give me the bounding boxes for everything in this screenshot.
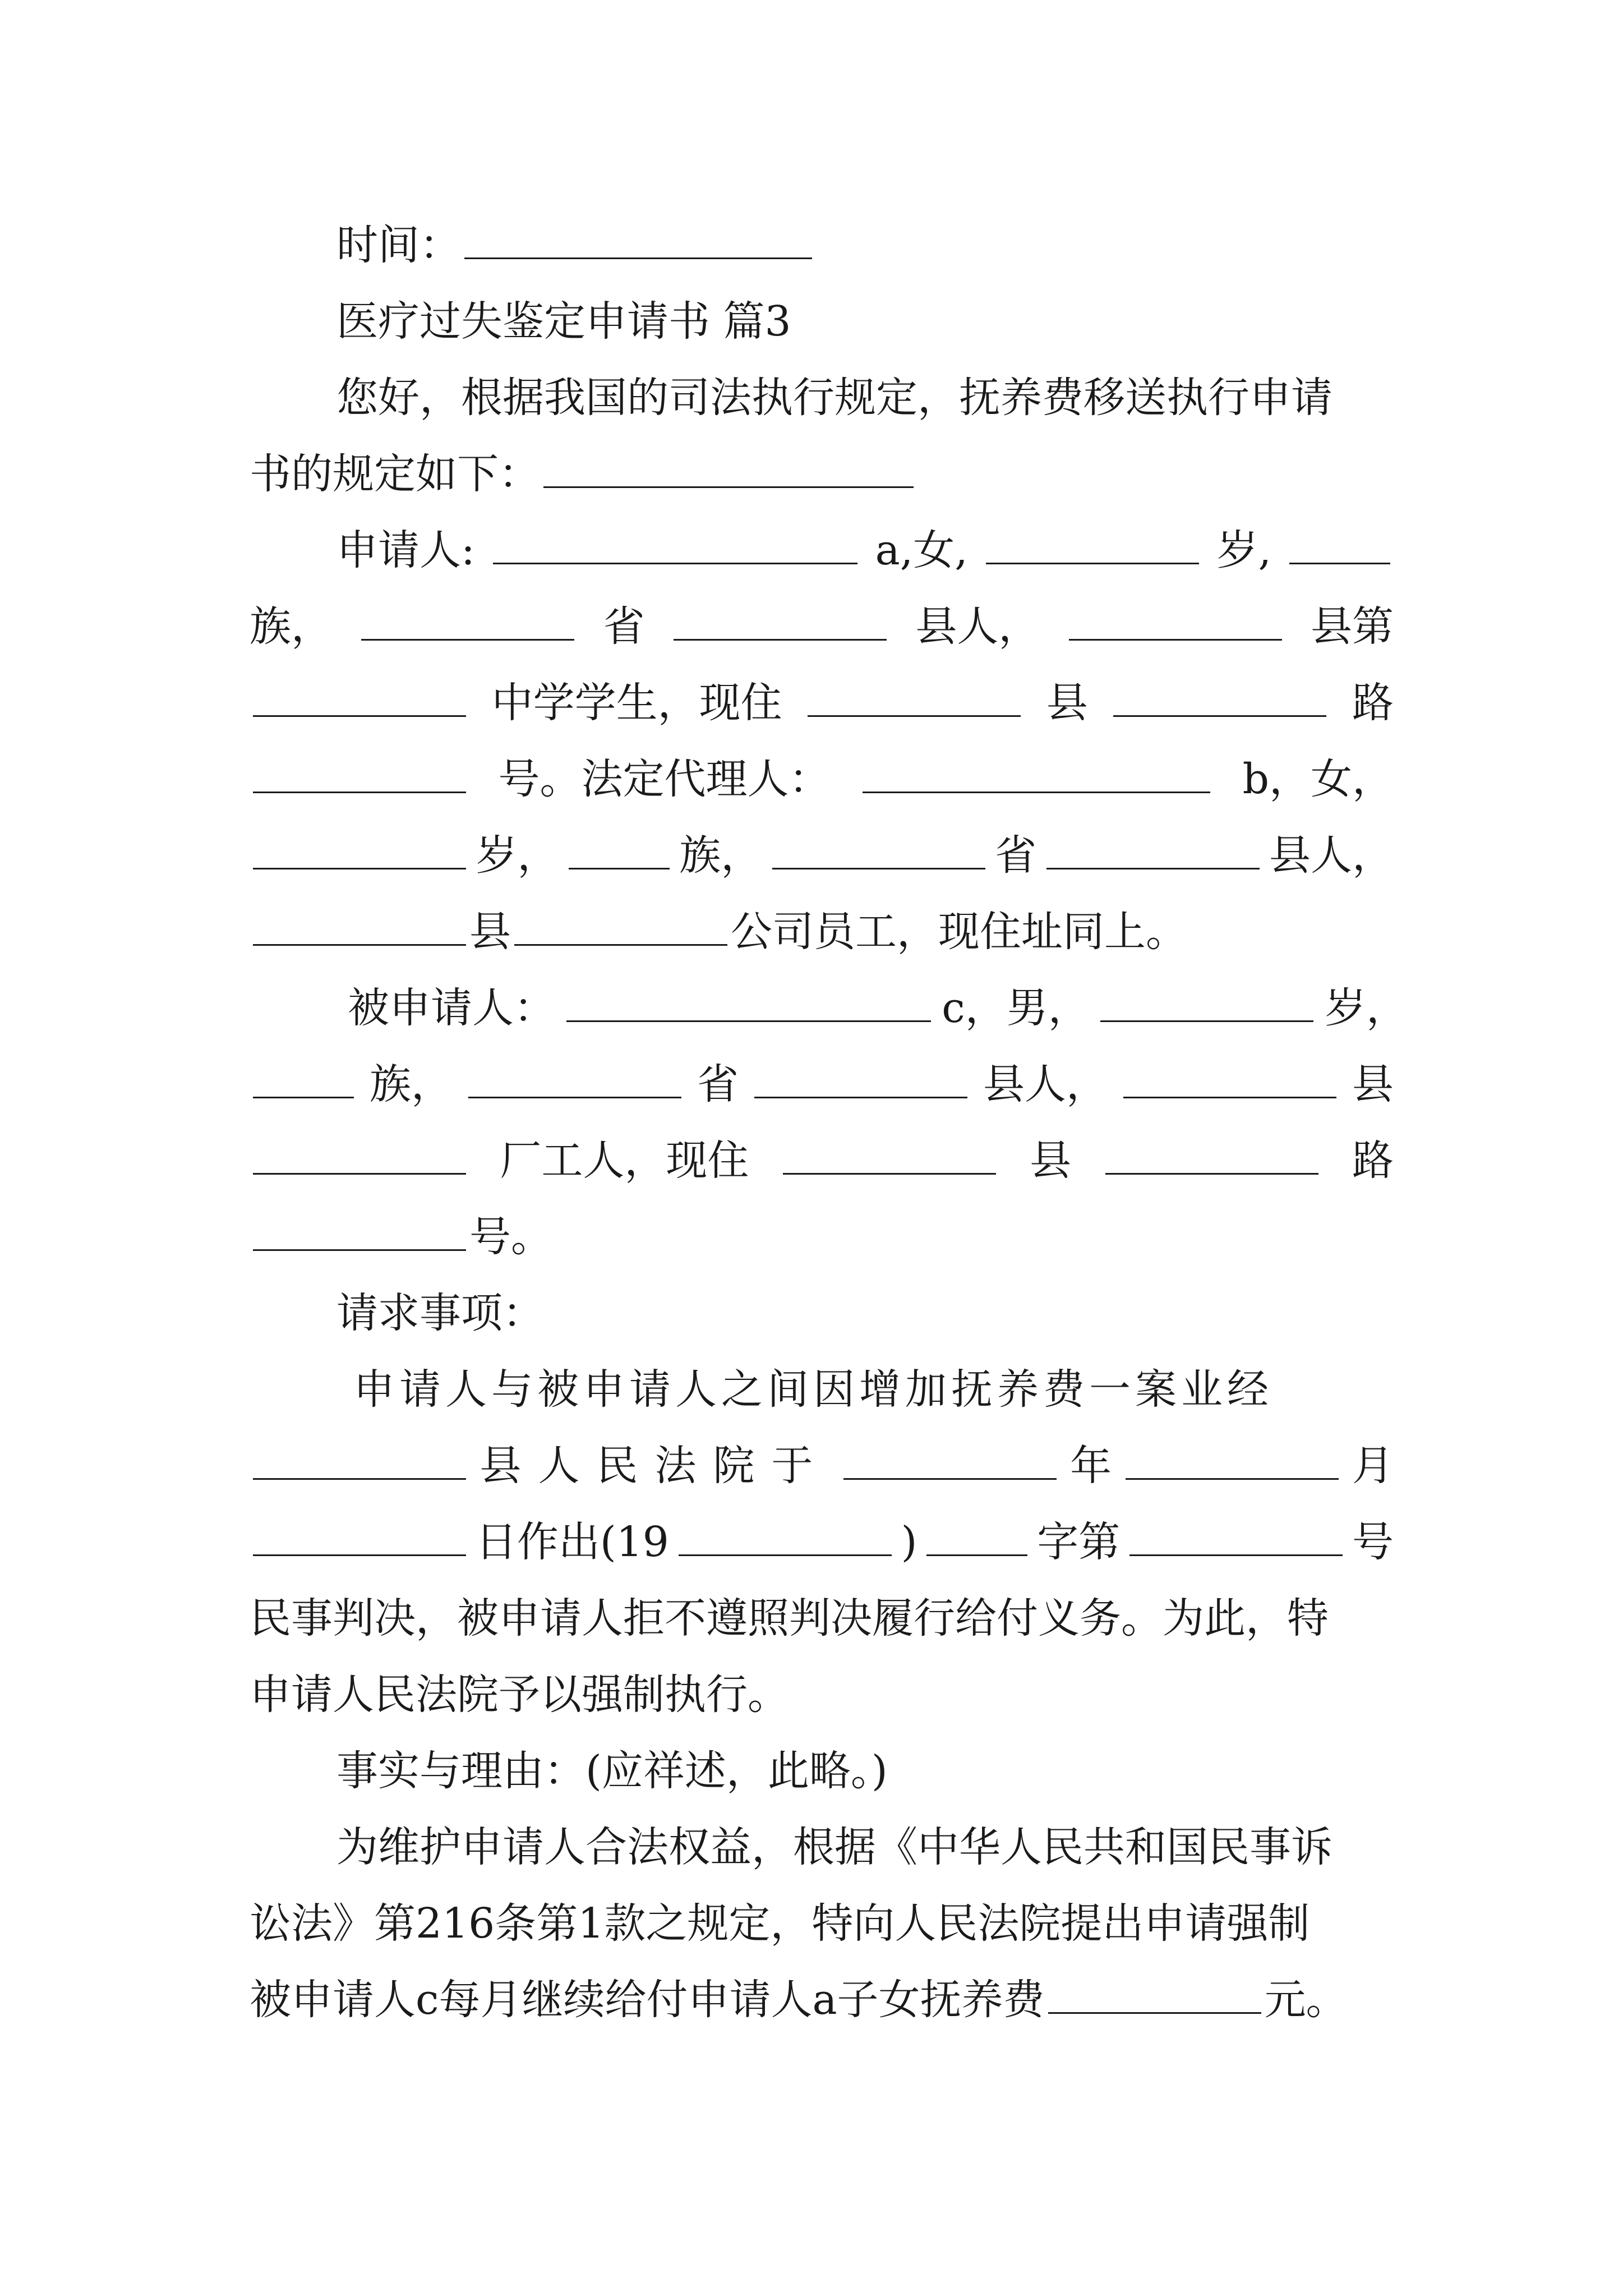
time-line — [336, 214, 1394, 276]
text: 日作出(19 — [475, 1518, 669, 1566]
closing-line-1 — [336, 1816, 1394, 1878]
request-heading — [336, 1282, 1394, 1344]
text: 路 — [1352, 679, 1394, 727]
text: 事实与理由：(应祥述，此略。) — [336, 1747, 888, 1795]
time-blank — [464, 224, 812, 259]
blank — [1105, 1139, 1318, 1175]
blank — [679, 1521, 892, 1556]
text: 县人， — [1269, 831, 1394, 880]
request-line-4 — [250, 1588, 1394, 1649]
text: 岁, — [1216, 526, 1272, 574]
text: 月 — [1352, 1442, 1394, 1490]
text: 号。 — [469, 1213, 552, 1261]
applicant-line-1 — [336, 519, 1394, 581]
blank — [754, 1063, 967, 1098]
time-label: 时间： — [336, 221, 461, 269]
request-line-5 — [250, 1664, 1394, 1726]
text: 岁， — [1324, 984, 1408, 1032]
greeting-line-2 — [250, 443, 1394, 505]
text: 中学学生，现住 — [491, 679, 782, 727]
respondent-label: 被申请人： — [348, 984, 555, 1032]
request-line-1 — [353, 1359, 1394, 1420]
blank — [468, 1063, 681, 1098]
blank — [808, 682, 1021, 717]
blank — [253, 1216, 466, 1251]
text: 元。 — [1264, 1976, 1348, 2024]
blank — [1046, 834, 1260, 869]
blank — [253, 1063, 354, 1098]
text: c，男， — [942, 984, 1090, 1032]
blank — [253, 1521, 466, 1556]
text: 县 — [1030, 1137, 1072, 1185]
blank — [1129, 1521, 1343, 1556]
blank — [253, 682, 466, 717]
respondent-line-3 — [250, 1130, 1394, 1191]
applicant-line-5 — [250, 825, 1394, 886]
text: 省 — [697, 1060, 739, 1108]
blank — [493, 529, 857, 564]
blank — [772, 834, 985, 869]
section-title — [336, 291, 1394, 352]
request-line-2 — [250, 1435, 1394, 1497]
text: ) — [901, 1518, 917, 1566]
blank — [566, 987, 931, 1022]
text: 族， — [250, 602, 333, 651]
blank — [1289, 529, 1390, 564]
blank — [253, 910, 466, 946]
text: 县人民法院于 — [479, 1442, 830, 1490]
text: 族， — [679, 831, 763, 880]
text: 县 — [1352, 1060, 1394, 1108]
blank — [514, 910, 727, 946]
blank — [986, 529, 1199, 564]
applicant-line-4 — [250, 748, 1394, 810]
text: a,女, — [875, 526, 968, 574]
text: 县人， — [983, 1060, 1108, 1108]
text: 省 — [603, 602, 645, 651]
applicant-line-6 — [250, 901, 1394, 963]
greeting-text-2: 书的规定如下： — [250, 450, 540, 498]
blank — [253, 1139, 466, 1175]
blank — [926, 1521, 1027, 1556]
blank — [1126, 1444, 1339, 1480]
blank — [1113, 682, 1326, 717]
text: 请求事项： — [336, 1289, 544, 1337]
text: 民事判决，被申请人拒不遵照判决履行给付义务。为此，特 — [250, 1594, 1329, 1642]
blank — [569, 834, 670, 869]
text: 申请人民法院予以强制执行。 — [250, 1671, 789, 1719]
text: 路 — [1352, 1137, 1394, 1185]
text: 县 — [469, 908, 511, 956]
blank — [843, 1444, 1057, 1480]
applicant-label: 申请人: — [336, 526, 475, 574]
blank — [253, 758, 466, 793]
text: 族， — [370, 1060, 453, 1108]
text: 省 — [995, 831, 1037, 880]
blank — [863, 758, 1210, 793]
facts-line — [336, 1740, 1394, 1802]
blank — [1069, 605, 1282, 641]
text: b，女， — [1242, 755, 1394, 803]
blank — [1048, 1978, 1261, 2014]
respondent-line-1 — [348, 977, 1408, 1039]
text: 县第 — [1310, 602, 1394, 651]
blank — [1123, 1063, 1336, 1098]
text: 号。法定代理人： — [498, 755, 831, 803]
respondent-line-4 — [250, 1206, 1394, 1268]
blank — [1100, 987, 1313, 1022]
applicant-line-3 — [250, 672, 1394, 734]
text: 字第 — [1037, 1518, 1121, 1566]
greeting-text-1: 您好，根据我国的司法执行规定，抚养费移送执行申请 — [336, 374, 1332, 422]
text: 为维护申请人合法权益，根据《中华人民共和国民事诉 — [336, 1823, 1332, 1871]
closing-line-3 — [250, 1969, 1394, 2031]
text: 公司员工，现住址同上。 — [731, 908, 1187, 956]
text: 县人， — [915, 602, 1040, 651]
blank — [783, 1139, 996, 1175]
text: 号 — [1352, 1518, 1394, 1566]
greeting-blank — [543, 453, 914, 488]
greeting-line-1 — [336, 367, 1394, 429]
text: 县 — [1046, 679, 1088, 727]
text: 被申请人c每月继续给付申请人a子女抚养费 — [250, 1976, 1045, 2024]
text: 岁， — [476, 831, 559, 880]
text: 讼法》第216条第1款之规定，特向人民法院提出申请强制 — [250, 1899, 1310, 1948]
blank — [674, 605, 887, 641]
text: 年 — [1070, 1442, 1112, 1490]
closing-line-2 — [250, 1893, 1394, 1954]
section-title-text: 医疗过失鉴定申请书 篇3 — [336, 297, 791, 346]
blank — [361, 605, 574, 641]
blank — [253, 834, 466, 869]
blank — [253, 1444, 466, 1480]
applicant-line-2 — [250, 596, 1394, 657]
text: 申请人与被申请人之间因增加抚养费一案业经 — [353, 1365, 1273, 1414]
text: 厂工人，现住 — [500, 1137, 749, 1185]
respondent-line-2 — [250, 1053, 1394, 1115]
request-line-3 — [250, 1511, 1394, 1573]
